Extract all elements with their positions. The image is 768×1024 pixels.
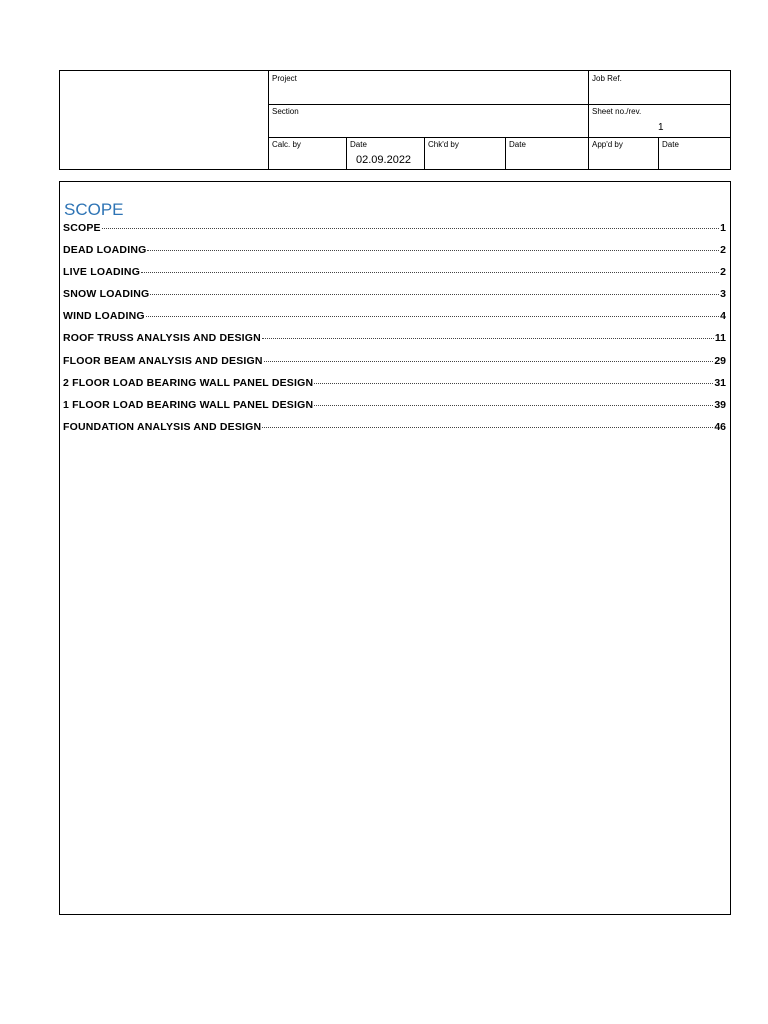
toc-entry[interactable]: [63, 244, 726, 266]
toc-entry[interactable]: [63, 332, 726, 354]
toc-entry-page: 31: [714, 376, 726, 389]
date-cell-2: [505, 137, 588, 169]
date-label-1: Date: [350, 140, 367, 149]
toc-entry-page: 39: [714, 398, 726, 411]
sheet-label: Sheet no./rev.: [592, 107, 642, 116]
project-label: Project: [272, 74, 297, 83]
date-cell-3: [658, 137, 730, 169]
page-title: SCOPE: [64, 200, 124, 219]
toc-leader: [264, 361, 714, 362]
toc-entry-title: SNOW LOADING: [63, 288, 150, 301]
title-block: [59, 70, 731, 170]
toc-entry-title: 1 FLOOR LOAD BEARING WALL PANEL DESIGN: [63, 398, 314, 411]
job-ref-label: Job Ref.: [592, 74, 622, 83]
toc-entry-title: WIND LOADING: [63, 310, 145, 323]
toc-entry[interactable]: [63, 288, 726, 310]
toc-entry-page: 2: [720, 266, 726, 279]
toc-leader: [262, 338, 714, 339]
toc-leader: [141, 272, 719, 273]
date-label-2: Date: [509, 140, 526, 149]
toc-entry-page: 29: [714, 354, 726, 367]
logo-cell: [60, 71, 269, 169]
toc-entry[interactable]: [63, 377, 726, 399]
job-ref-cell: [588, 71, 730, 104]
appd-by-label: App'd by: [592, 140, 623, 149]
toc-leader: [147, 250, 719, 251]
toc-entry-page: 3: [720, 288, 726, 301]
sheet-value: 1: [658, 122, 664, 133]
toc-entry-title: 2 FLOOR LOAD BEARING WALL PANEL DESIGN: [63, 376, 314, 389]
calc-by-label: Calc. by: [272, 140, 301, 149]
chkd-by-cell: [424, 137, 505, 169]
toc-leader: [150, 294, 719, 295]
toc-leader: [102, 228, 719, 229]
date-cell-1: [346, 137, 424, 169]
toc-leader: [314, 405, 713, 406]
toc-entry-page: 11: [714, 332, 726, 345]
toc-leader: [262, 427, 713, 428]
date-label-3: Date: [662, 140, 679, 149]
toc-entry-page: 4: [720, 310, 726, 323]
toc-entry-title: DEAD LOADING: [63, 244, 147, 257]
toc-entry-title: FOUNDATION ANALYSIS AND DESIGN: [63, 420, 262, 433]
toc-leader: [146, 316, 719, 317]
content-frame: [59, 181, 731, 915]
toc-leader: [314, 383, 713, 384]
toc-entry-page: 2: [720, 244, 726, 257]
chkd-by-label: Chk'd by: [428, 140, 459, 149]
toc-entry-title: SCOPE: [63, 222, 101, 234]
toc-entry[interactable]: [63, 310, 726, 332]
toc-entry[interactable]: [63, 355, 726, 377]
toc-entry[interactable]: [63, 399, 726, 421]
toc-entry[interactable]: [63, 222, 726, 244]
toc-entry[interactable]: [63, 266, 726, 288]
section-label: Section: [272, 107, 299, 116]
sheet-cell: [588, 104, 730, 137]
calc-by-cell: [268, 137, 346, 169]
section-cell: [268, 104, 588, 137]
toc-entry[interactable]: [63, 421, 726, 443]
table-of-contents: [63, 222, 726, 443]
toc-entry-title: LIVE LOADING: [63, 266, 141, 279]
date-value-1: 02.09.2022: [356, 154, 412, 166]
toc-entry-title: FLOOR BEAM ANALYSIS AND DESIGN: [63, 354, 263, 367]
toc-entry-page: 46: [714, 420, 726, 433]
toc-entry-page: 1: [720, 222, 726, 234]
project-cell: [268, 71, 588, 104]
toc-entry-title: ROOF TRUSS ANALYSIS AND DESIGN: [63, 332, 261, 345]
appd-by-cell: [588, 137, 658, 169]
